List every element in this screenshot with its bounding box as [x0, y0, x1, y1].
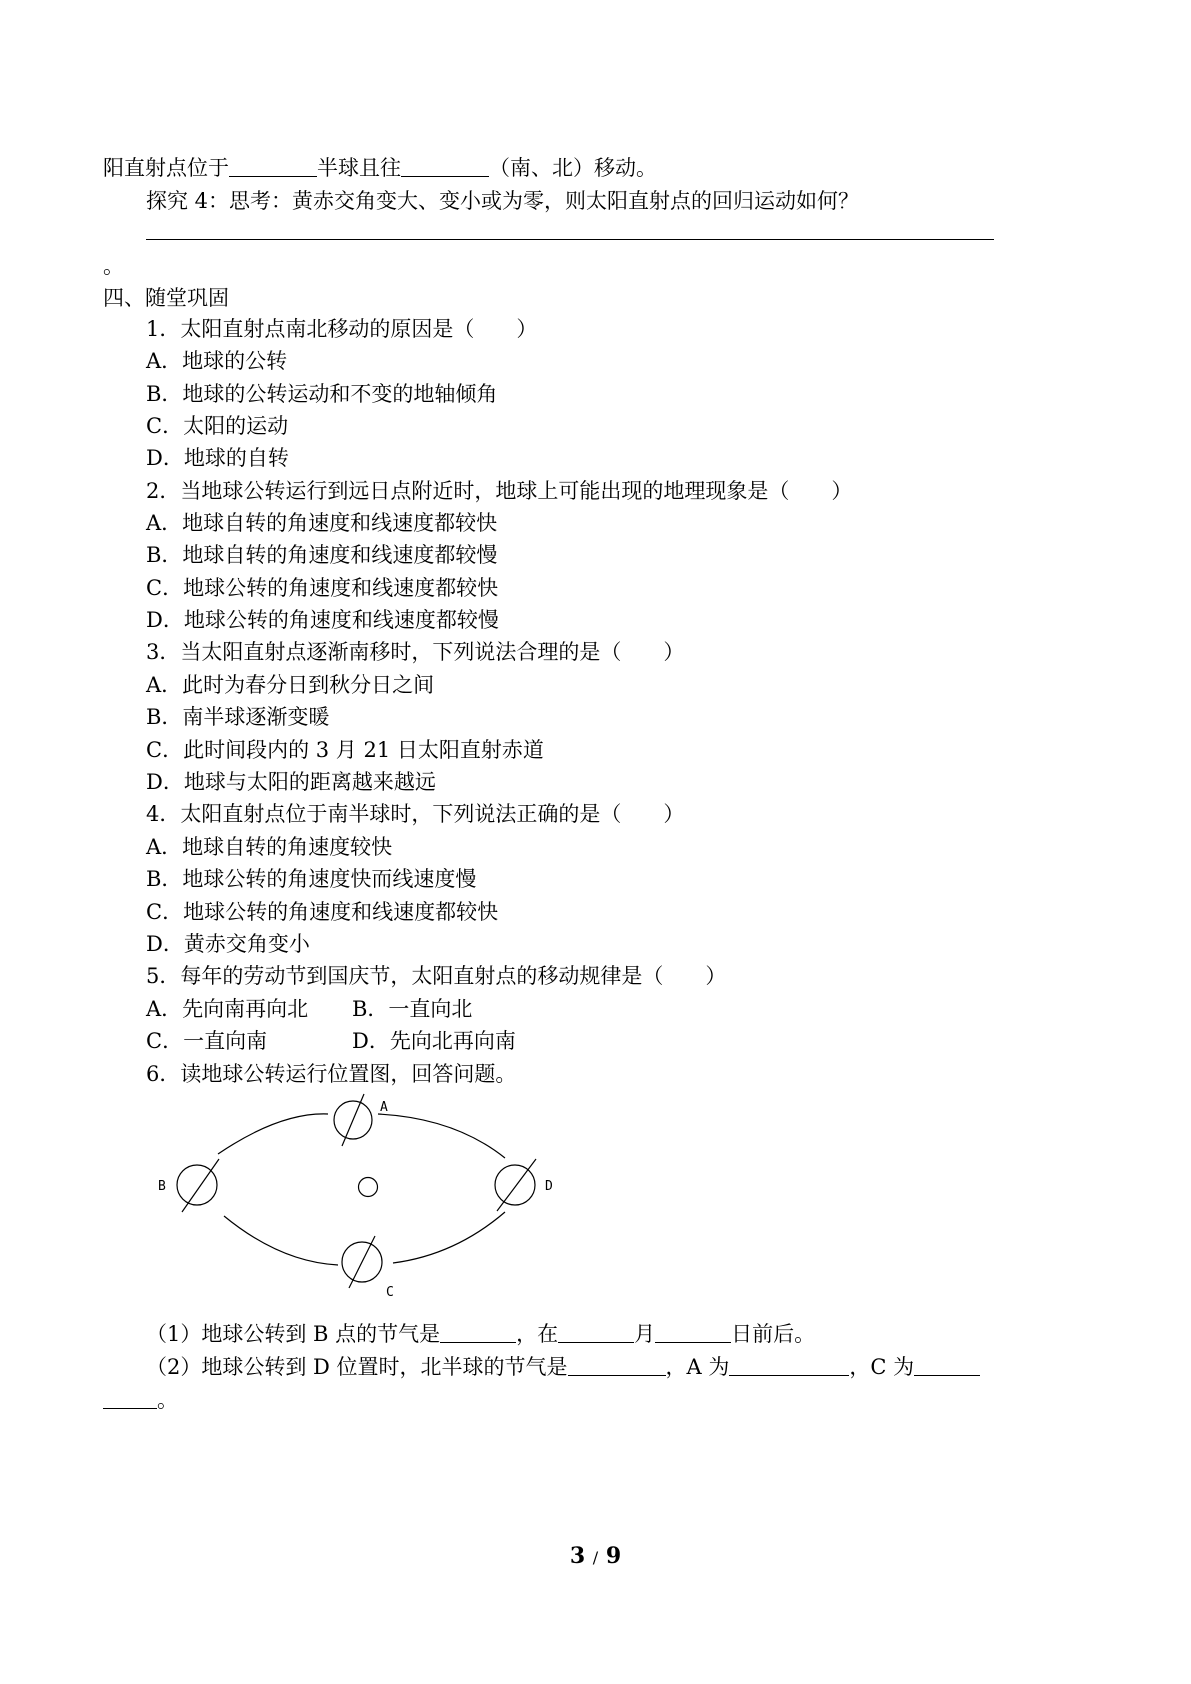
question-stem: 2．当地球公转运行到远日点附近时，地球上可能出现的地理现象是（ ） — [146, 479, 853, 503]
label-a: A — [380, 1100, 388, 1115]
section-title: 四、随堂巩固 — [103, 286, 229, 310]
orbit-diagram — [140, 1090, 580, 1310]
blank-position-c-cont[interactable] — [103, 1388, 157, 1409]
label-c: C — [386, 1285, 394, 1300]
earth-position-d — [495, 1159, 536, 1211]
question-stem: 1．太阳直射点南北移动的原因是（ ） — [146, 317, 538, 341]
question-option[interactable]: C．太阳的运动 — [146, 414, 289, 438]
question-stem: 6．读地球公转运行位置图，回答问题。 — [146, 1062, 517, 1086]
q6-subquestion-1: （1）地球公转到 B 点的节气是 ，在 月 日前后。 — [146, 1322, 816, 1346]
question-stem: 4．太阳直射点位于南半球时，下列说法正确的是（ ） — [146, 802, 685, 826]
question-stem: 5．每年的劳动节到国庆节，太阳直射点的移动规律是（ ） — [146, 964, 727, 988]
question-option[interactable]: B．南半球逐渐变暖 — [146, 705, 330, 729]
intro-line-1: 阳直射点位于 半球且往 （南、北）移动。 — [103, 156, 657, 180]
blank-month[interactable] — [558, 1322, 634, 1343]
orbit-arc — [224, 1216, 338, 1265]
question-option[interactable]: D．地球的自转 — [146, 446, 289, 470]
earth-position-b — [177, 1159, 219, 1212]
question-option[interactable]: D．地球与太阳的距离越来越远 — [146, 770, 436, 794]
q6-subquestion-2: （2）地球公转到 D 位置时，北半球的节气是 ，A 为 ，C 为 — [146, 1353, 980, 1381]
page-number: 3 / 9 — [569, 1543, 622, 1569]
question-option[interactable]: A．地球的公转 — [146, 349, 288, 373]
question-stem: 3．当太阳直射点逐渐南移时，下列说法合理的是（ ） — [146, 640, 685, 664]
orbit-arc — [378, 1114, 505, 1158]
earth-position-c — [342, 1236, 382, 1288]
blank-direction[interactable] — [401, 156, 489, 177]
question-option[interactable]: D．地球公转的角速度和线速度都较慢 — [146, 608, 499, 632]
question-option[interactable]: C．地球公转的角速度和线速度都较快 — [146, 576, 499, 600]
question-option[interactable]: A．地球自转的角速度较快 — [146, 835, 393, 859]
label-b: B — [158, 1179, 166, 1194]
question-option[interactable]: B．地球公转的角速度快而线速度慢 — [146, 867, 477, 891]
orbit-arc — [218, 1114, 328, 1154]
explore-4-prompt: 探究 4：思考：黄赤交角变大、变小或为零，则太阳直射点的回归运动如何？ — [146, 189, 860, 213]
question-option[interactable]: B．地球自转的角速度和线速度都较慢 — [146, 543, 498, 567]
question-option[interactable]: B．一直向北 — [352, 997, 473, 1021]
blank-position-a[interactable] — [729, 1355, 849, 1376]
question-option[interactable]: C．一直向南 — [146, 1029, 268, 1053]
question-option[interactable]: A．此时为春分日到秋分日之间 — [146, 673, 435, 697]
answer-line-explore-4[interactable] — [146, 239, 994, 240]
sun-marker — [359, 1178, 378, 1197]
orbit-arc — [393, 1212, 505, 1263]
blank-day[interactable] — [655, 1322, 731, 1343]
q6-subquestion-2-cont: 。 — [103, 1386, 178, 1414]
end-mark: 。 — [103, 254, 124, 278]
question-option[interactable]: C．此时间段内的 3 月 21 日太阳直射赤道 — [146, 738, 544, 762]
blank-position-c[interactable] — [914, 1355, 980, 1376]
blank-solar-term-b[interactable] — [440, 1322, 516, 1343]
question-option[interactable]: B．地球的公转运动和不变的地轴倾角 — [146, 382, 498, 406]
question-option[interactable]: A．先向南再向北 — [146, 997, 309, 1021]
question-option[interactable]: D．黄赤交角变小 — [146, 932, 310, 956]
blank-solar-term-d[interactable] — [568, 1355, 666, 1376]
label-d: D — [545, 1179, 553, 1194]
question-option[interactable]: D．先向北再向南 — [352, 1029, 516, 1053]
question-option[interactable]: A．地球自转的角速度和线速度都较快 — [146, 511, 498, 535]
blank-hemisphere[interactable] — [229, 156, 317, 177]
question-option[interactable]: C．地球公转的角速度和线速度都较快 — [146, 900, 499, 924]
earth-position-a — [334, 1094, 372, 1146]
